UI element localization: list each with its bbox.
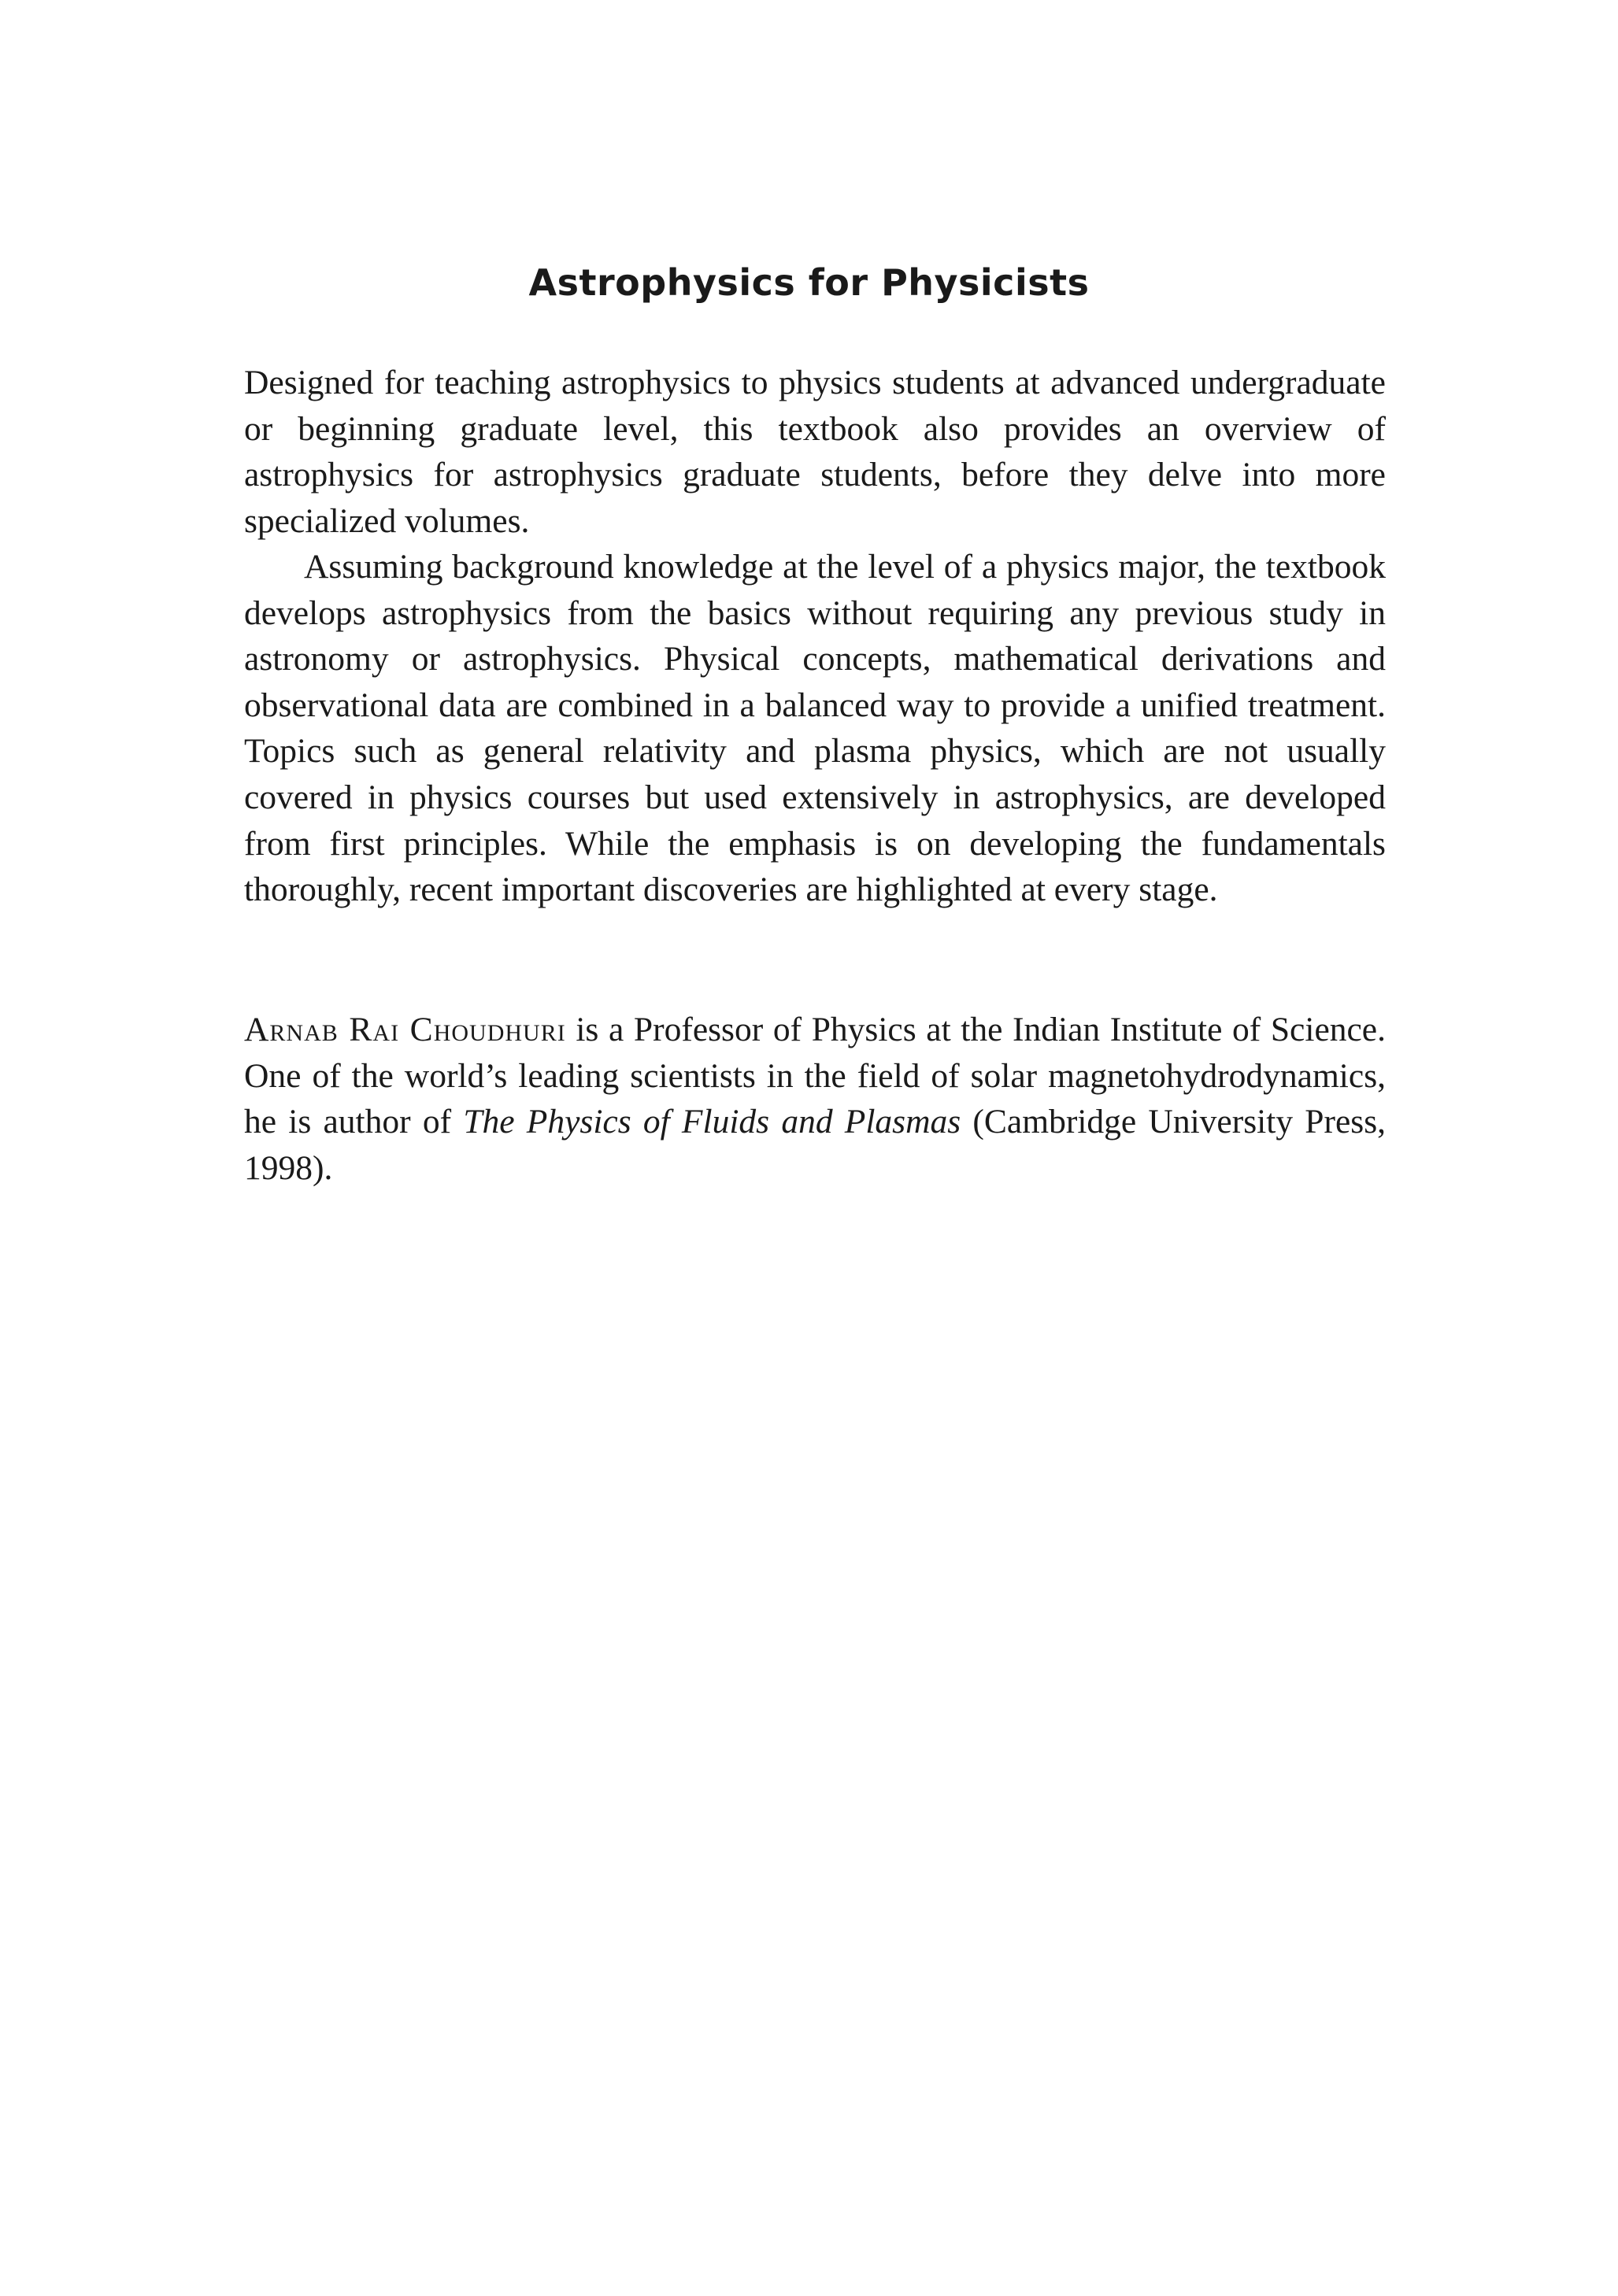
author-bio xyxy=(244,1007,1386,1191)
author-bio-text-2: (Cambridge University Press, 1998). xyxy=(244,1103,1387,1187)
author-bio-text-1: is a Professor of Physics at the Indian Institute of Science. One of the world’s leading scientists in the field of solar magnetohydrodynamics, he is author of xyxy=(244,1011,1386,1141)
description-paragraph-1: Designed for teaching astrophysics to physics students at advanced undergraduate or beginning graduate level, this textbook also provides an overview of astrophysics for astrophysics graduate students, before they delve into more specialized volumes. xyxy=(244,364,1386,540)
author-name: Arnab Rai Choudhuri xyxy=(244,1011,566,1048)
book-title: The Physics of Fluids and Plasmas xyxy=(463,1103,961,1141)
page-title: Astrophysics for Physicists xyxy=(528,261,1090,304)
description-paragraph-2: Assuming background knowledge at the level of a physics major, the textbook develops astrophysics from the basics without requiring any previous study in astronomy or astrophysics. Physical concepts, mathematical derivations and observational data are combined in a balanced way to provide a unified treatment. Topics such as general relativity and plasma physics, which are not usually covered in physics courses but used extensively in astrophysics, are developed from first principles. While the emphasis is on developing the fundamentals thoroughly, recent important discoveries are highlighted at every stage. xyxy=(244,548,1386,909)
